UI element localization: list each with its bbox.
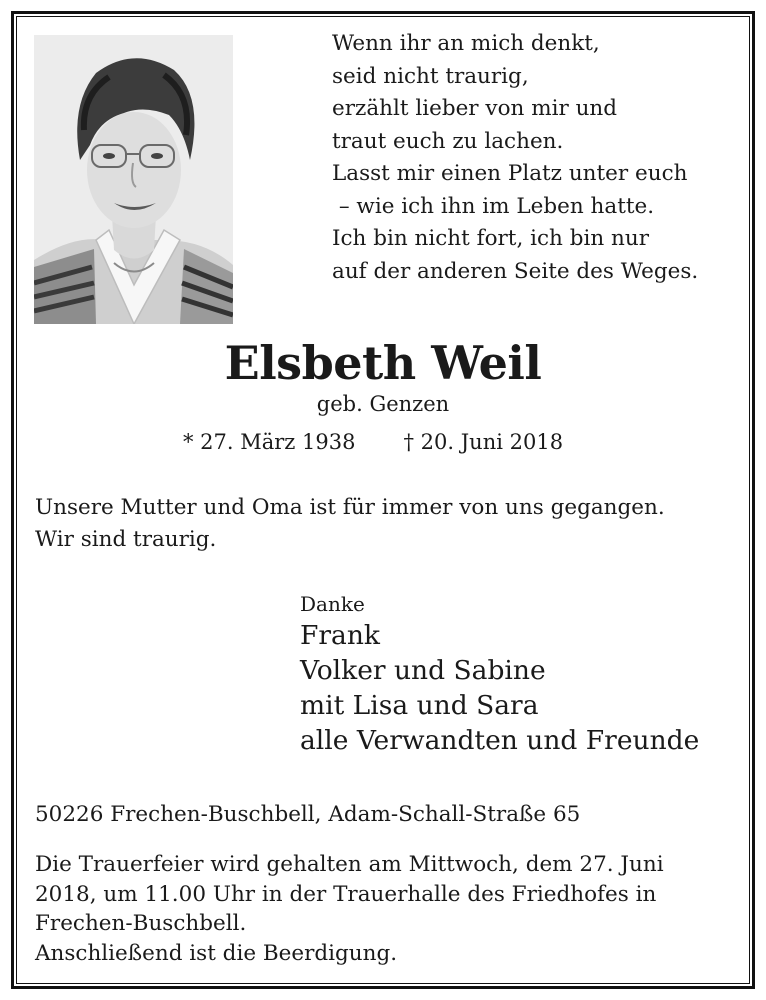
life-dates: [183, 430, 563, 454]
ceremony-line: Die Trauerfeier wird gehalten am Mittwoch, dem 27. Juni: [35, 852, 664, 877]
poem-line: Ich bin nicht fort, ich bin nur: [332, 226, 649, 251]
family-message: [35, 492, 665, 556]
message-line: Unsere Mutter und Oma ist für immer von uns gegangen.: [35, 495, 665, 520]
poem-line: Wenn ihr an mich denkt,: [332, 31, 600, 56]
thanks-intro: Danke: [300, 592, 365, 616]
signatory: Frank: [300, 620, 380, 651]
portrait-photo: [34, 35, 233, 324]
poem-line: seid nicht traurig,: [332, 63, 529, 89]
poem-line: auf der anderen Seite des Weges.: [332, 258, 699, 284]
birth-name: geb. Genzen: [316, 392, 450, 416]
poem-line: erzählt lieber von mir und: [332, 96, 618, 121]
poem-line: traut euch zu lachen.: [332, 128, 564, 154]
death-date: † 20. Juni 2018: [403, 430, 564, 454]
thanks-block: [300, 590, 699, 758]
ceremony-line: Anschließend ist die Beerdigung.: [35, 940, 398, 966]
poem: [332, 28, 752, 288]
ceremony-line: Frechen-Buschbell.: [35, 911, 247, 936]
ceremony-line: 2018, um 11.00 Uhr in der Trauerhalle des Friedhofes in: [35, 881, 657, 907]
address: 50226 Frechen-Buschbell, Adam-Schall-Straße 65: [35, 802, 581, 827]
poem-line: – wie ich ihn im Leben hatte.: [332, 193, 655, 219]
signatory: Volker und Sabine: [300, 655, 546, 686]
signatory: mit Lisa und Sara: [300, 690, 539, 721]
signatory: alle Verwandten und Freunde: [300, 725, 700, 756]
message-line: Wir sind traurig.: [35, 527, 217, 552]
ceremony-details: [35, 850, 664, 968]
poem-line: Lasst mir einen Platz unter euch: [332, 161, 688, 186]
birth-date: * 27. März 1938: [183, 430, 356, 454]
deceased-name: Elsbeth Weil: [224, 336, 542, 390]
